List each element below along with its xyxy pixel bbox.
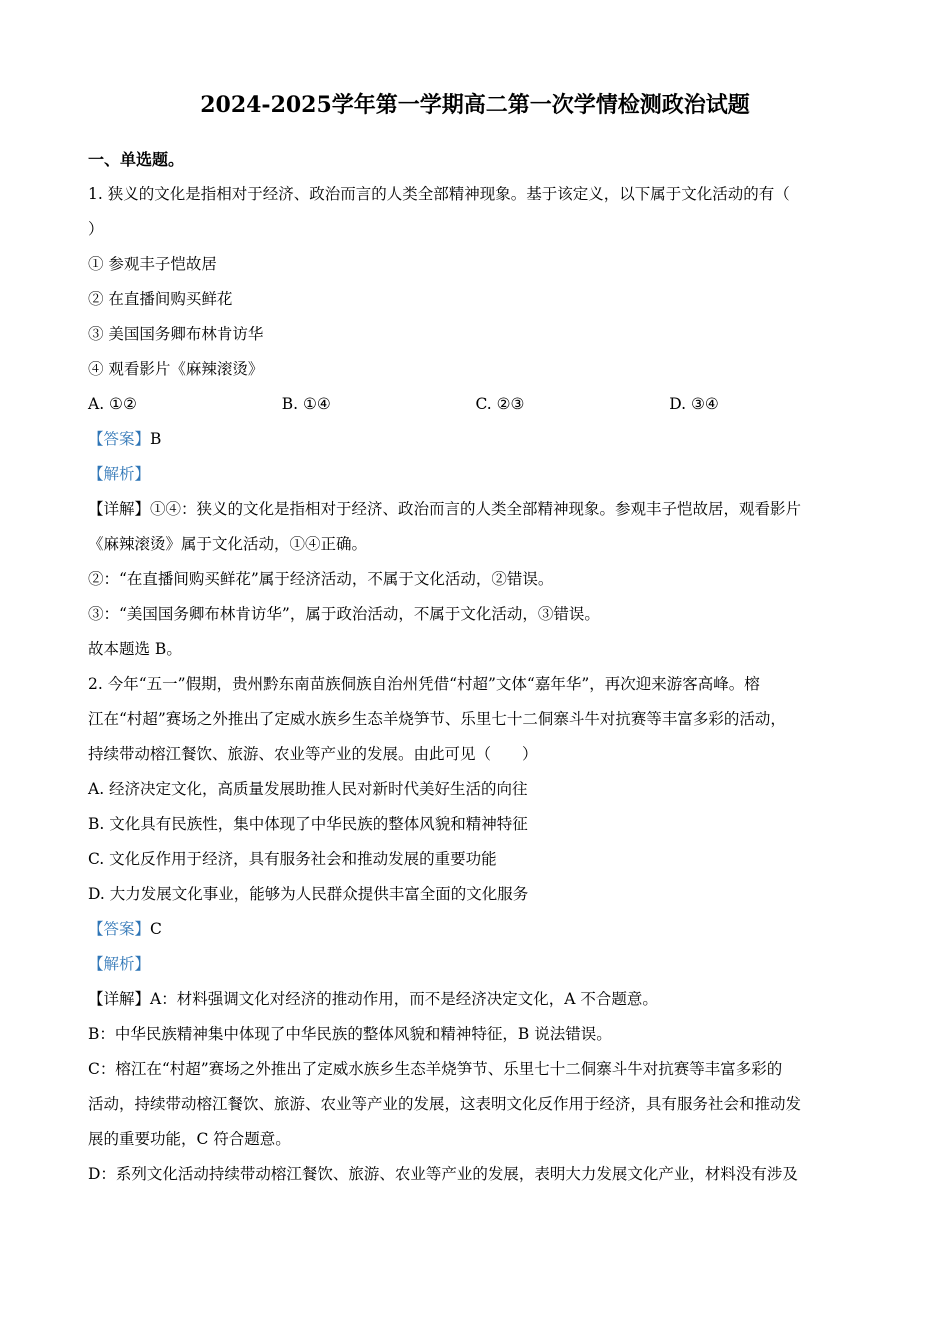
q2-detail-tag: 【详解】 [88, 990, 151, 1008]
q2-detail-d: D：系列文化活动持续带动榕江餐饮、旅游、农业等产业的发展，表明大力发展文化产业，材料没有涉及 [88, 1165, 798, 1183]
q2-option-a: A. 经济决定文化，高质量发展助推人民对新时代美好生活的向往 [88, 780, 528, 798]
q2-stem-line-3: 持续带动榕江餐饮、旅游、农业等产业的发展。由此可见（ ） [88, 745, 538, 763]
document-body [88, 142, 863, 1192]
q1-choice-c: C. ②③ [475, 395, 525, 413]
q2-answer-tag: 【答案】 [88, 920, 151, 938]
q2-detail-c-line-1: C：榕江在“村超”赛场之外推出了定威水族乡生态羊烧笋节、乐里七十二侗寨斗牛对抗赛等丰富多彩的 [88, 1060, 783, 1078]
q2-detail-a [88, 982, 863, 1017]
q1-choices [88, 387, 863, 422]
q1-choice-d: D. ③④ [669, 395, 719, 413]
section-heading: 一、单选题。 [88, 150, 185, 169]
q1-conclusion: 故本题选 B。 [88, 640, 182, 658]
q2-stem-line-2: 江在“村超”赛场之外推出了定威水族乡生态羊烧笋节、乐里七十二侗寨斗牛对抗赛等丰富多彩的活动， [88, 710, 786, 728]
q1-detail-line-1 [88, 492, 863, 527]
q2-stem-line-1: 2. 今年“五一”假期，贵州黔东南苗族侗族自治州凭借“村超”文体“嘉年华”，再次迎来游客高峰。榕 [88, 675, 760, 693]
q1-detail-text-1: ①④：狭义的文化是指相对于经济、政治而言的人类全部精神现象。参观丰子恺故居，观看影片 [150, 500, 802, 518]
q1-answer-value: B [150, 430, 162, 448]
q1-stem-line-2: ） [88, 220, 104, 238]
page-title: 2024-2025学年第一学期高二第一次学情检测政治试题 [200, 92, 750, 118]
q2-detail-b: B：中华民族精神集中体现了中华民族的整体风貌和精神特征，B 说法错误。 [88, 1025, 612, 1043]
q2-analysis-tag: 【解析】 [88, 955, 151, 973]
q2-answer-value: C [150, 920, 162, 938]
q1-choice-a: A. ①② [88, 395, 137, 413]
q1-detail-line-4: ③：“美国国务卿布林肯访华”，属于政治活动，不属于文化活动，③错误。 [88, 605, 600, 623]
q1-answer [88, 422, 863, 457]
q2-option-d: D. 大力发展文化事业，能够为人民群众提供丰富全面的文化服务 [88, 885, 529, 903]
q2-detail-c-line-2: 活动，持续带动榕江餐饮、旅游、农业等产业的发展，这表明文化反作用于经济，具有服务社会和推动发 [88, 1095, 802, 1113]
q1-detail-tag: 【详解】 [88, 500, 151, 518]
q2-detail-c-line-3: 展的重要功能，C 符合题意。 [88, 1130, 291, 1148]
q2-answer [88, 912, 863, 947]
q2-option-c: C. 文化反作用于经济，具有服务社会和推动发展的重要功能 [88, 850, 497, 868]
q1-choice-b: B. ①④ [281, 395, 331, 413]
q2-option-b: B. 文化具有民族性，集中体现了中华民族的整体风貌和精神特征 [88, 815, 528, 833]
q1-detail-line-3: ②：“在直播间购买鲜花”属于经济活动，不属于文化活动，②错误。 [88, 570, 554, 588]
q1-item-4: ④ 观看影片《麻辣滚烫》 [88, 360, 264, 378]
q2-detail-a-text: A：材料强调文化对经济的推动作用，而不是经济决定文化，A 不合题意。 [150, 990, 658, 1008]
q1-item-3: ③ 美国国务卿布林肯访华 [88, 325, 264, 343]
q1-answer-tag: 【答案】 [88, 430, 151, 448]
q1-detail-line-2: 《麻辣滚烫》属于文化活动，①④正确。 [88, 535, 368, 553]
q1-item-1: ① 参观丰子恺故居 [88, 255, 217, 273]
q1-analysis-tag: 【解析】 [88, 465, 151, 483]
q1-item-2: ② 在直播间购买鲜花 [88, 290, 233, 308]
q1-stem-line-1: 1. 狭义的文化是指相对于经济、政治而言的人类全部精神现象。基于该定义，以下属于文化活动的有（ [88, 185, 790, 203]
